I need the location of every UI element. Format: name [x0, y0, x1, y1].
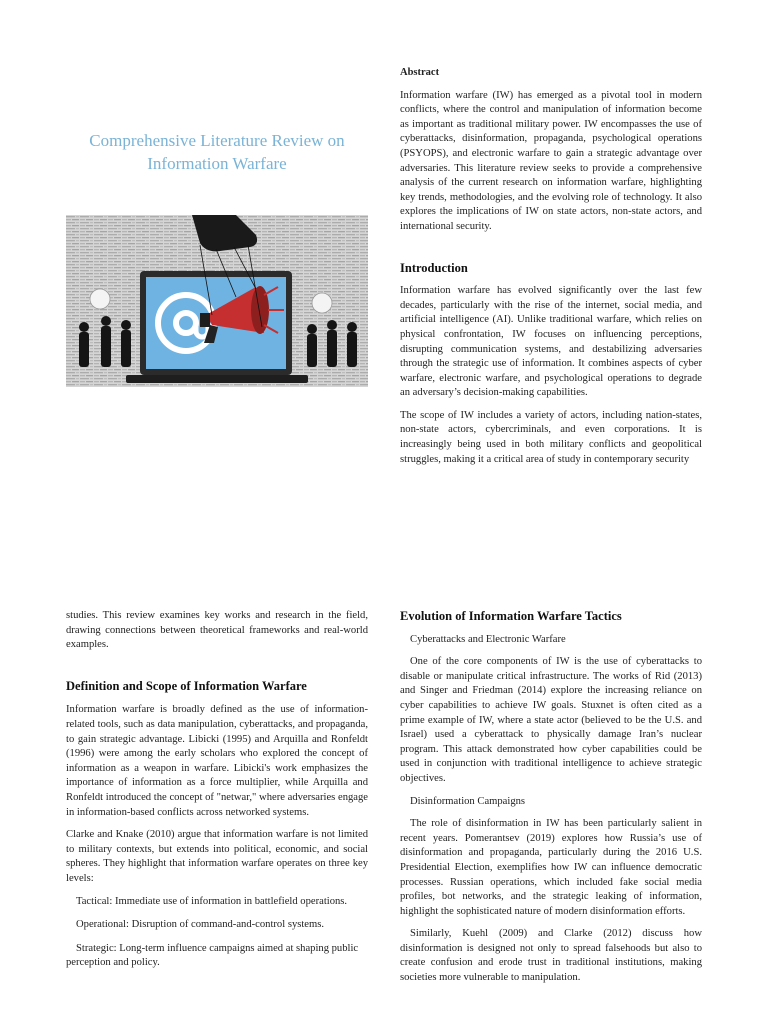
people-silhouettes-left — [79, 316, 131, 367]
level-operational: Operational: Disruption of command-and-control systems. — [76, 919, 325, 931]
people-silhouettes-right — [307, 320, 357, 367]
abstract-heading: Abstract — [400, 67, 440, 78]
definition-heading: Definition and Scope of Information Warfare — [66, 678, 307, 693]
subheading-disinformation: Disinformation Campaigns — [410, 795, 526, 807]
information-warfare-illustration — [66, 215, 368, 387]
document-title: Comprehensive Literature Review on Information Warfare — [89, 131, 345, 173]
evolution-paragraph-1: One of the core components of IW is the use of cyberattacks to disable or manipulate critical infrastructure. The works of Rid (2013) and Singer and Friedman (2014) explore the increasing reliance on cyber capabilities to achieve IW goals. Stuxnet is often cited as a prime example of IW, where a state actor (believed to be the U.S. and Israel) used a cyberattack to physically damage Iran’s nuclear program. This attack demonstrated how cyber capabilities could be used in conjunction with traditional intelligence to achieve strategic objectives. — [400, 656, 702, 784]
level-tactical: Tactical: Immediate use of information in battlefield operations. — [76, 895, 348, 907]
evolution-paragraph-2: The role of disinformation in IW has been particularly salient in recent years. Pomerantsev (2019) explores how Russia’s use of disinformation and propaganda, particularly during the 2016 U.S. Presidential Election, exemplifies how IW can influence democratic processes. Russian operations, which included fake social media profiles, bot networks, and the strategic leaking of information, highlight the sophisticated nature of modern disinformation efforts. — [400, 818, 702, 917]
introduction-paragraph-2: The scope of IW includes a variety of actors, including nation-states, non-state actors, cybercriminals, and even corporations. It is increasingly being used in both military conflicts and geopolitical struggles, making it a critical area of study in contemporary security — [400, 409, 702, 465]
level-strategic: Strategic: Long-term influence campaigns aimed at shaping public perception and policy. — [66, 942, 359, 969]
subheading-cyberattacks: Cyberattacks and Electronic Warfare — [410, 633, 566, 645]
abstract-text: Information warfare (IW) has emerged as a pivotal tool in modern conflicts, where the control and manipulation of information become as important as traditional military power. IW encompasses the use of cyberattacks, disinformation, propaganda, psychological operations (PSYOPS), and electronic warfare to gain a strategic advantage over adversaries. This literature review seeks to provide a comprehensive analysis of the current research on information warfare, highlighting key trends, methodologies, and the evolving role of technology. It also explores the implications of IW on state actors, non-state actors, and international security. — [400, 89, 702, 232]
introduction-paragraph-2-continued: studies. This review examines key works and research in the field, drawing connections between theoretical frameworks and real-world examples. — [66, 610, 368, 651]
definition-paragraph-2: Clarke and Knake (2010) argue that information warfare is not limited to military contexts, but extends into political, economic, and social spheres. They highlight that information warfare operates on three key levels: — [66, 829, 368, 884]
left-column-bottom — [66, 609, 368, 980]
evolution-paragraph-3: Similarly, Kuehl (2009) and Clarke (2012) discuss how disinformation is designed not only to spread falsehoods but also to create confusion and erode trust in traditional institutions, making societies more vulnerable to manipulation. — [400, 928, 702, 984]
right-column-top — [400, 66, 702, 475]
introduction-paragraph-1: Information warfare has evolved significantly over the last few decades, particularly with the rise of the internet, social media, and artificial intelligence (AI). Unlike traditional warfare, which relies on physical confrontation, IW focuses on influencing perceptions, disrupting communication systems, and destabilizing adversaries through the strategic use of information. It combines aspects of cyber warfare, electronic warfare, and psychological operations to degrade an adversary’s decision-making capabilities. — [400, 285, 702, 399]
evolution-heading: Evolution of Information Warfare Tactics — [400, 609, 622, 623]
right-column-bottom — [400, 609, 702, 994]
introduction-heading: Introduction — [400, 260, 468, 275]
definition-paragraph-1: Information warfare is broadly defined as the use of information-related tools, such as data manipulation, cyberattacks, and propaganda, to gain strategic advantage. Libicki (1995) and Arquilla and Ronfeldt (1996) were among the early scholars who explored the concept of information as a weapon in warfare. Libicki's work emphasizes the importance of information as a force multiplier, while Arquilla and Ronfeldt introduced the concept of "netwar," where adversaries engage in information-based conflicts across networked systems. — [66, 704, 368, 818]
